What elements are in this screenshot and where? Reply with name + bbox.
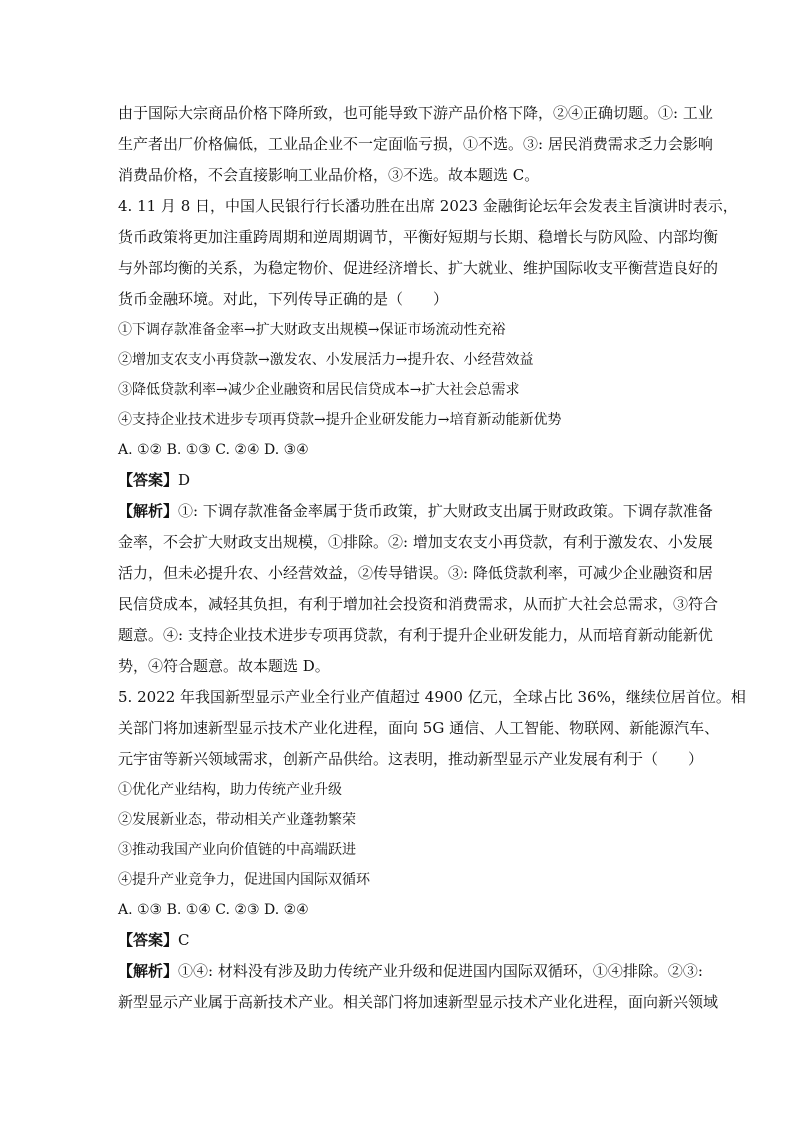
answer-value: D [178,471,191,489]
option-item: ④提升产业竞争力，促进国内国际双循环 [118,872,370,888]
analysis-label: 【解析】 [118,962,179,980]
analysis-line: 民信贷成本，减轻其负担，有利于增加社会投资和消费需求，从而扩大社会总需求，③符合 [118,595,719,613]
answer-label: 【答案】 [118,471,179,489]
text-line: 生产者出厂价格偏低，工业品企业不一定面临亏损，①不选。③: 居民消费需求乏力会影响 [118,135,713,153]
question-stem-line: 与外部均衡的关系，为稳定物价、促进经济增长、扩大就业、维护国际收支平衡营造良好的 [118,259,719,277]
analysis-line: 活力，但未必提升农、小经营效益，②传导错误。③: 降低贷款利率，可减少企业融资和居 [118,564,713,582]
answer-line [118,465,690,496]
option-item: ④支持企业技术进步专项再贷款→提升企业研发能力→培育新动能新优势 [118,412,562,428]
question-stem-line: 关部门将加速新型显示技术产业化进程，面向 5G 通信、人工智能、物联网、新能源汽车、 [118,719,720,737]
answer-choices: A. ①② B. ①③ C. ②④ D. ③④ [118,442,309,458]
analysis-line: 新型显示产业属于高新技术产业。相关部门将加速新型显示技术产业化进程，面向新兴领域 [118,993,719,1011]
q3-analysis-tail [118,98,713,191]
option-item: ①优化产业结构，助力传统产业升级 [118,782,342,798]
option-item: ③推动我国产业向价值链的中高端跃进 [118,842,356,858]
question-stem-line: 5. 2022 年我国新型显示产业全行业产值超过 4900 亿元，全球占比 36%，继续位居首位。相 [118,688,746,706]
question-4 [118,191,738,682]
question-stem-line: 货币政策将更加注重跨周期和逆周期调节，平衡好短期与长期、稳增长与防风险、内部均衡 [118,228,719,246]
option-item: ①下调存款准备金率→扩大财政支出规模→保证市场流动性充裕 [118,322,506,338]
analysis-label: 【解析】 [118,502,179,520]
answer-line [118,925,690,956]
answer-choices: A. ①③ B. ①④ C. ②③ D. ②④ [118,902,309,918]
analysis-line [118,496,713,527]
analysis-line: 题意。④: 支持企业技术进步专项再贷款，有利于提升企业研发能力，从而培育新动能新优 [118,626,713,644]
question-stem-line: 元宇宙等新兴领域需求，创新产品供给。这表明，推动新型显示产业发展有利于（ ） [118,750,704,768]
analysis-line [118,956,703,987]
answer-value: C [178,931,190,949]
text-line: 由于国际大宗商品价格下降所致，也可能导致下游产品价格下降，②④正确切题。①: 工业 [118,104,713,122]
document-page [118,98,746,1018]
analysis-line: 金率，不会扩大财政支出规模，①排除。②: 增加支农支小再贷款，有利于激发农、小发展 [118,533,713,551]
text-line: 消费品价格，不会直接影响工业品价格，③不选。故本题选 C。 [118,166,540,184]
analysis-text: ①: 下调存款准备金率属于货币政策，扩大财政支出属于财政政策。下调存款准备 [178,502,713,520]
option-item: ③降低贷款利率→减少企业融资和居民信贷成本→扩大社会总需求 [118,382,520,398]
analysis-text: ①④: 材料没有涉及助力传统产业升级和促进国内国际双循环，①④排除。②③: [178,962,703,980]
question-stem-line: 4. 11 月 8 日，中国人民银行行长潘功胜在出席 2023 金融街论坛年会发表主旨演讲时表示， [118,197,738,215]
answer-label: 【答案】 [118,931,179,949]
option-item: ②增加支农支小再贷款→激发农、小发展活力→提升农、小经营效益 [118,352,534,368]
analysis-line: 势，④符合题意。故本题选 D。 [118,657,330,675]
question-5 [118,682,746,1018]
question-stem-line: 货币金融环境。对此，下列传导正确的是（ ） [118,290,449,308]
option-item: ②发展新业态，带动相关产业蓬勃繁荣 [118,812,356,828]
